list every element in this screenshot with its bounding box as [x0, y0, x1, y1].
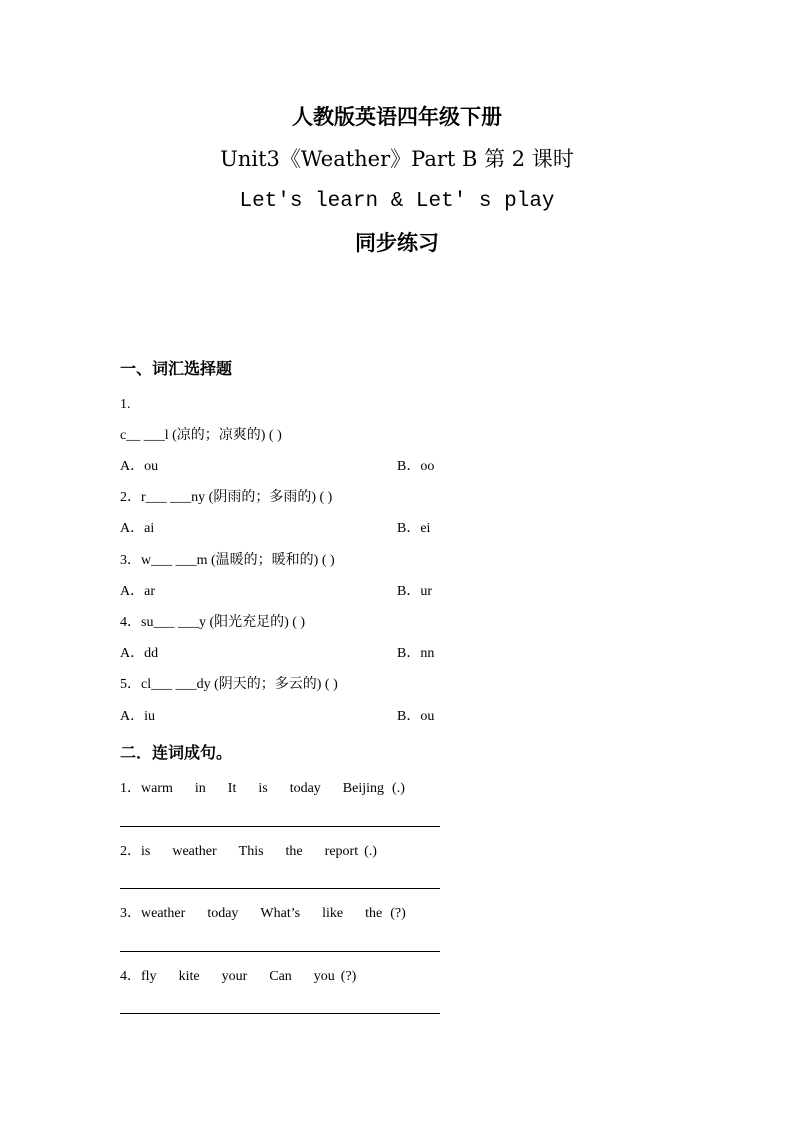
word: It	[227, 781, 237, 796]
question-2-text: 2．r___ ___ny (阴雨的；多雨的) ( )	[120, 490, 333, 505]
sentence-item-3	[120, 905, 406, 923]
title-line-1: 人教版英语四年级下册	[292, 104, 502, 129]
word: like	[322, 906, 344, 921]
word: is	[258, 781, 268, 796]
question-1-text: c__ ___l (凉的；凉爽的) ( )	[120, 428, 282, 443]
section-2-heading: 二．连词成句。	[120, 743, 233, 762]
word: the	[285, 844, 303, 859]
sentence-item-number: 3．	[120, 906, 141, 921]
word: What’s	[260, 906, 301, 921]
sentence-item-number: 2．	[120, 844, 141, 859]
question-1-option-b: B．oo	[397, 459, 435, 474]
title-line-3: Let's learn & Let' s play	[239, 190, 555, 213]
sentence-item-number: 4．	[120, 969, 141, 984]
word: This	[238, 844, 264, 859]
question-3-text: 3．w___ ___m (温暖的；暖和的) ( )	[120, 553, 335, 568]
sentence-item-4	[120, 968, 356, 986]
word: (.)	[392, 781, 405, 796]
word: (?)	[390, 906, 406, 921]
word: warm	[141, 781, 173, 796]
answer-line-3[interactable]	[120, 951, 440, 952]
question-4-option-b: B．nn	[397, 646, 435, 661]
sentence-item-1	[120, 780, 405, 798]
question-2-option-b: B．ei	[397, 521, 431, 536]
title-line-4: 同步练习	[355, 230, 439, 255]
word: you	[313, 969, 335, 984]
question-5-text: 5．cl___ ___dy (阴天的；多云的) ( )	[120, 677, 338, 692]
question-4-option-a: A．dd	[120, 646, 159, 661]
question-1-option-a: A．ou	[120, 459, 159, 474]
word: kite	[178, 969, 200, 984]
answer-line-2[interactable]	[120, 888, 440, 889]
question-5-option-b: B．ou	[397, 709, 435, 724]
question-4-text: 4．su___ ___y (阳光充足的) ( )	[120, 615, 306, 630]
question-3-option-a: A．ar	[120, 584, 155, 599]
word: today	[289, 781, 321, 796]
title-line-2: Unit3《Weather》Part B 第 2 课时	[220, 147, 574, 171]
question-3-option-b: B．ur	[397, 584, 432, 599]
section-1-heading: 一、词汇选择题	[120, 359, 233, 378]
question-1-number: 1.	[120, 397, 131, 412]
word: your	[221, 969, 248, 984]
word: (.)	[364, 844, 377, 859]
word: the	[365, 906, 383, 921]
word: weather	[172, 844, 217, 859]
word: weather	[141, 906, 186, 921]
word: (?)	[340, 969, 357, 984]
question-5-option-a: A．iu	[120, 709, 155, 724]
answer-line-4[interactable]	[120, 1013, 440, 1014]
word: Can	[269, 969, 292, 984]
question-2-option-a: A．ai	[120, 521, 155, 536]
word: fly	[141, 969, 157, 984]
word: report	[324, 844, 359, 859]
sentence-item-2	[120, 843, 377, 861]
answer-line-1[interactable]	[120, 826, 440, 827]
word: in	[194, 781, 206, 796]
sentence-item-number: 1．	[120, 781, 141, 796]
word: today	[207, 906, 239, 921]
word: Beijing	[342, 781, 385, 796]
word: is	[141, 844, 151, 859]
